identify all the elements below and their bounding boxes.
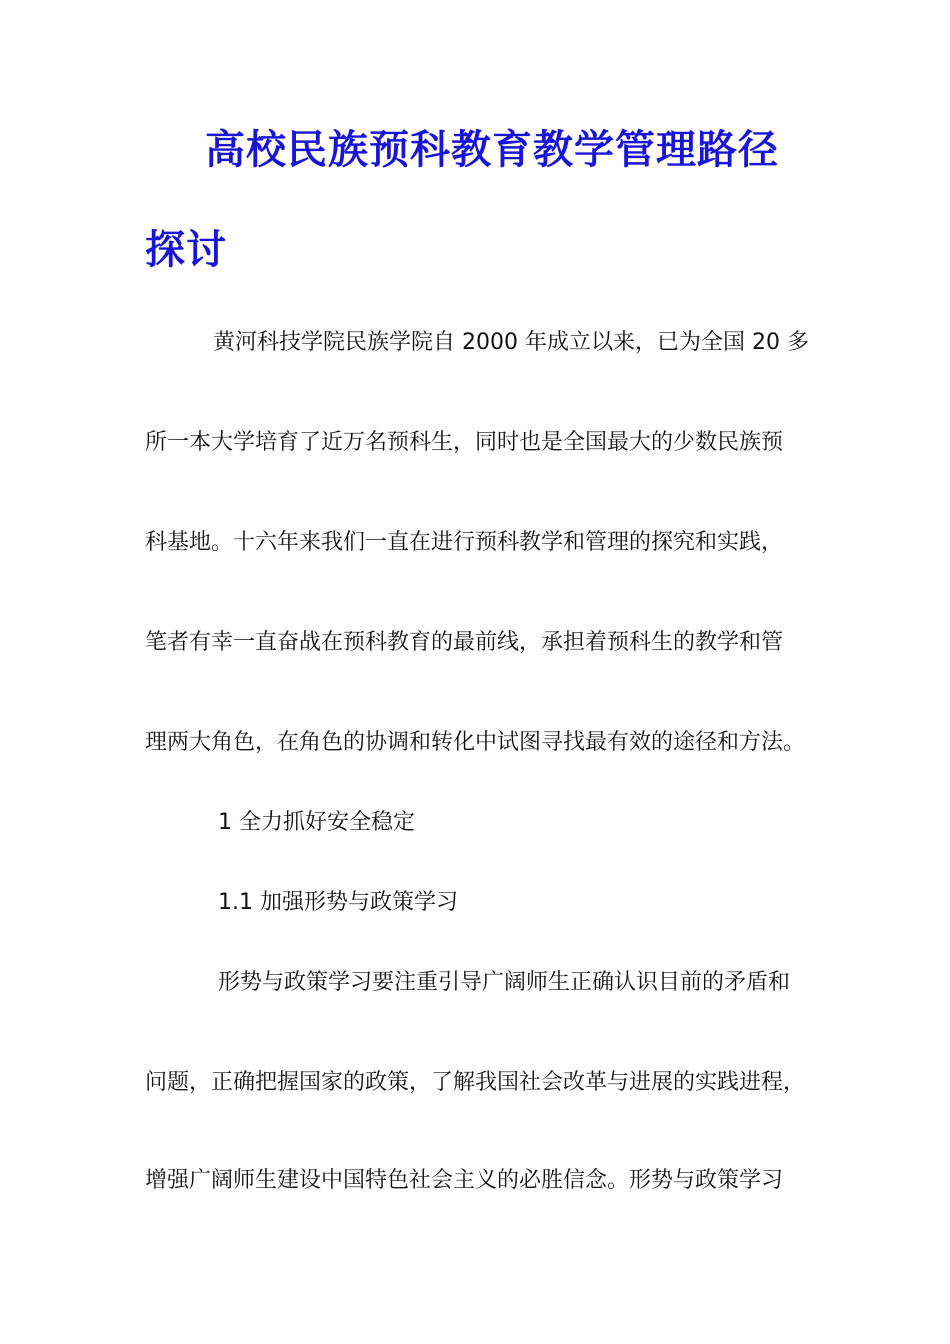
paragraph-line: 问题，正确把握国家的政策，了解我国社会改革与进展的实践进程，	[145, 1070, 806, 1095]
document-title-line-2: 探讨	[145, 226, 227, 273]
paragraph-line: 所一本大学培育了近万名预科生，同时也是全国最大的少数民族预	[145, 430, 784, 455]
section-heading: 1 全力抓好安全稳定	[218, 810, 415, 835]
paragraph-line: 理两大角色，在角色的协调和转化中试图寻找最有效的途径和方法。	[145, 730, 806, 755]
paragraph-line: 形势与政策学习要注重引导广阔师生正确认识目前的矛盾和	[218, 970, 791, 995]
paragraph-line: 笔者有幸一直奋战在预科教育的最前线，承担着预科生的教学和管	[145, 630, 784, 655]
paragraph-line: 科基地。十六年来我们一直在进行预科教学和管理的探究和实践，	[145, 530, 784, 555]
document-title-line-1: 高校民族预科教育教学管理路径	[205, 126, 779, 173]
subsection-heading: 1.1 加强形势与政策学习	[218, 890, 458, 915]
paragraph-line: 黄河科技学院民族学院自 2000 年成立以来，已为全国 20 多	[213, 330, 809, 355]
paragraph-line: 增强广阔师生建设中国特色社会主义的必胜信念。形势与政策学习	[145, 1168, 784, 1193]
